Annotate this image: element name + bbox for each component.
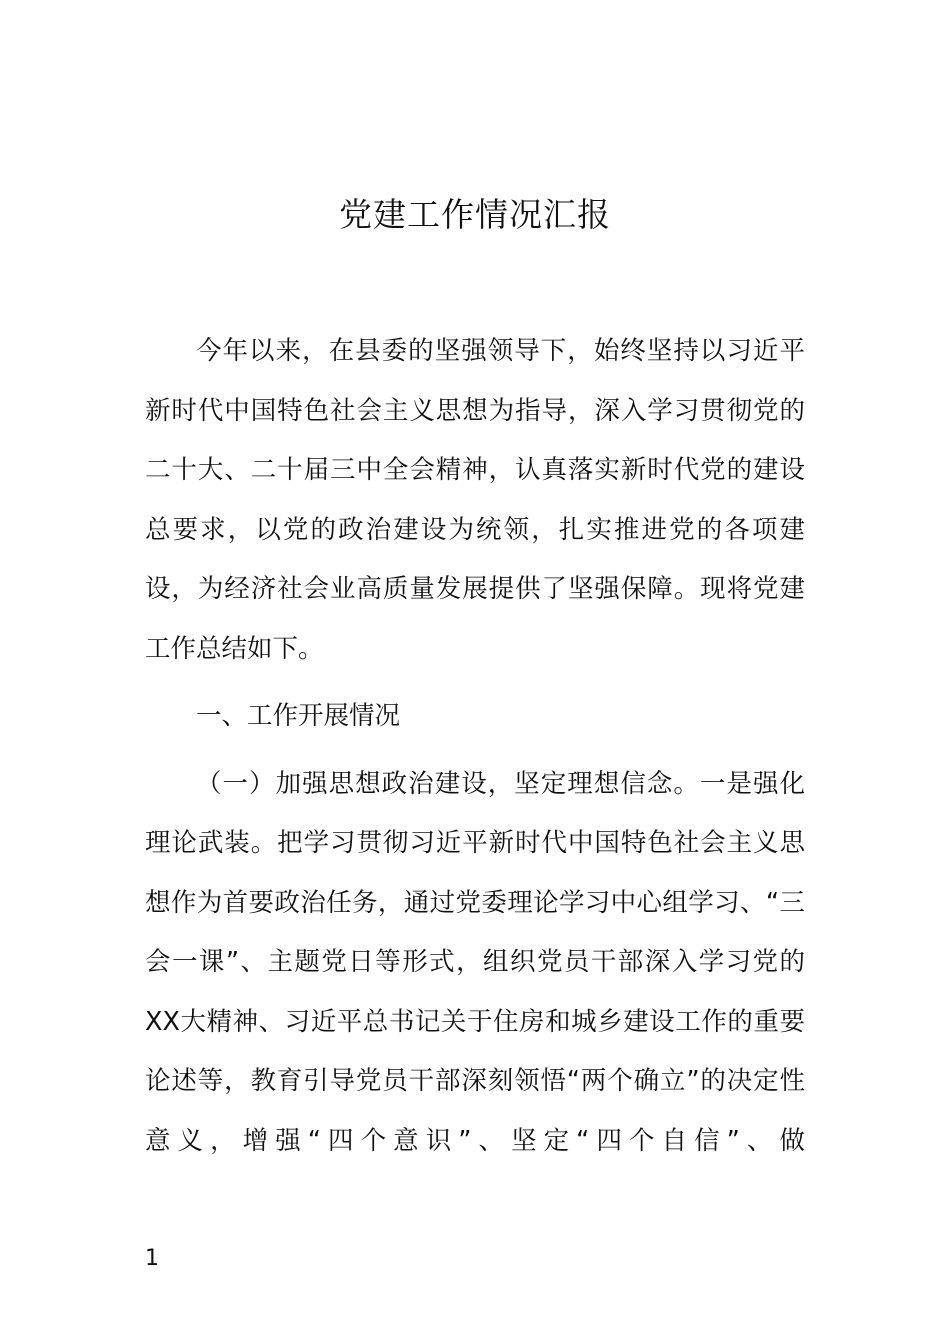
intro-paragraph: 今年以来，在县委的坚强领导下，始终坚持以习近平新时代中国特色社会主义思想为指导，深入学习贯彻党的二十大、二十届三中全会精神，认真落实新时代党的建设总要求，以党的政治建设为统领，扎实推进党的各项建设，为经济社会业高质量发展提供了坚强保障。现将党建工作总结如下。 (145, 336, 805, 664)
document-title: 党建工作情况汇报 (339, 195, 611, 234)
section-heading: 一、工作开展情况 (196, 701, 401, 731)
subsection-paragraph: （一）加强思想政治建设，坚定理想信念。一是强化理论武装。把学习贯彻习近平新时代中国特色社会主义思想作为首要政治任务，通过党委理论学习中心组学习、“三会一课”、主题党日等形式，组织党员干部深入学习党的XX大精神、习近平总书记关于住房和城乡建设工作的重要论述等，教育引导党员干部深刻领悟“两个确立”的决定性意义，增强“四个意识”、坚定“四个自信”、做 (145, 768, 805, 1156)
page-number: 1 (145, 1246, 159, 1271)
document-body (145, 322, 805, 1171)
